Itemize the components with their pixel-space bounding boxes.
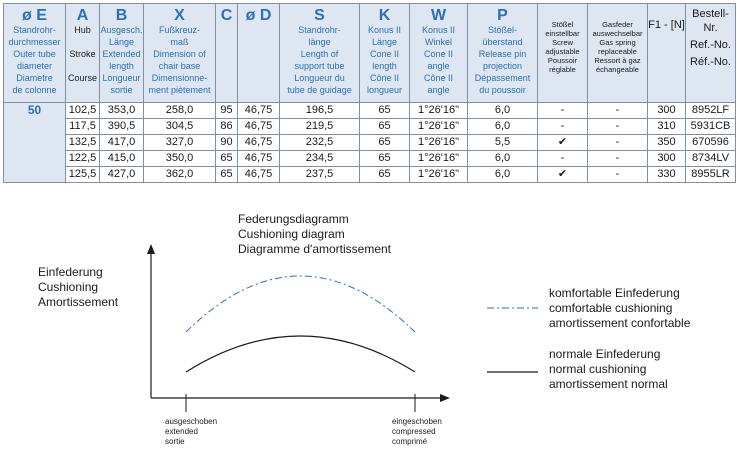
column-description: Ref.-No. bbox=[690, 39, 731, 51]
column-symbol: B bbox=[115, 7, 128, 24]
column-header bbox=[410, 4, 468, 103]
column-description: Dépassement bbox=[474, 73, 531, 83]
column-description: Poussoir bbox=[547, 56, 578, 65]
table-cell: 670596 bbox=[686, 135, 736, 151]
table-cell: 219,5 bbox=[280, 119, 360, 135]
table-cell: 415,0 bbox=[100, 151, 144, 167]
column-description: Longueur du bbox=[294, 73, 345, 83]
column-description: sortie bbox=[110, 85, 133, 95]
column-symbol: K bbox=[378, 7, 391, 24]
column-header bbox=[100, 4, 144, 103]
table-cell: 300 bbox=[648, 151, 686, 167]
table-cell: 196,5 bbox=[280, 103, 360, 119]
table-cell: 362,0 bbox=[144, 167, 216, 183]
legend-normal-label: normale Einfederung normal cushioning amortissement normal bbox=[549, 347, 668, 391]
table-cell: 327,0 bbox=[144, 135, 216, 151]
x-label-compressed: eingeschoben compressed comprimé bbox=[392, 417, 442, 446]
column-description: Bestell-Nr. bbox=[692, 8, 729, 34]
column-description: échangeable bbox=[596, 65, 639, 74]
column-description: Dimensionne- bbox=[151, 73, 208, 83]
column-header bbox=[216, 4, 238, 103]
column-symbol: ø D bbox=[245, 7, 272, 24]
column-description: angle bbox=[427, 85, 450, 95]
column-header bbox=[4, 4, 66, 103]
table-cell: 417,0 bbox=[100, 135, 144, 151]
table-cell: 46,75 bbox=[238, 167, 280, 183]
column-header bbox=[144, 4, 216, 103]
column-description: ment piètement bbox=[148, 85, 211, 95]
table-cell: 95 bbox=[216, 103, 238, 119]
table-cell: 350 bbox=[648, 135, 686, 151]
column-description: Gas spring bbox=[599, 38, 636, 47]
column-description: Standrohr- bbox=[298, 25, 341, 35]
table-cell: 353,0 bbox=[100, 103, 144, 119]
table-cell: 65 bbox=[360, 167, 410, 183]
column-description: Konus II bbox=[421, 25, 456, 35]
column-description: Winkel bbox=[424, 37, 452, 47]
column-description: tube de guidage bbox=[287, 85, 352, 95]
table-cell: - bbox=[588, 103, 648, 119]
table-cell: 427,0 bbox=[100, 167, 144, 183]
column-description: support tube bbox=[294, 61, 345, 71]
column-description: Outer tube bbox=[13, 49, 56, 59]
table-cell: - bbox=[538, 103, 588, 119]
column-description: Cône II bbox=[423, 73, 454, 83]
table-cell: 65 bbox=[216, 167, 238, 183]
comfortable-cushioning-curve bbox=[186, 276, 415, 332]
table-cell: - bbox=[588, 119, 648, 135]
table-row bbox=[4, 103, 736, 119]
table-row bbox=[4, 167, 736, 183]
column-description: Konus II bbox=[367, 25, 402, 35]
column-description: Length of bbox=[300, 49, 339, 59]
table-cell: 350,0 bbox=[144, 151, 216, 167]
table-cell: 5,5 bbox=[468, 135, 538, 151]
column-header bbox=[280, 4, 360, 103]
column-description bbox=[66, 61, 99, 72]
column-description: Course bbox=[67, 73, 97, 83]
column-description: du poussoir bbox=[479, 85, 526, 95]
column-description: Hub bbox=[74, 25, 91, 35]
table-cell: 8734LV bbox=[686, 151, 736, 167]
column-description: length bbox=[109, 61, 134, 71]
column-description: einstellbar bbox=[545, 29, 580, 38]
column-description: auswechselbar bbox=[592, 29, 643, 38]
table-cell: 65 bbox=[216, 151, 238, 167]
table-cell: 8952LF bbox=[686, 103, 736, 119]
column-symbol: S bbox=[314, 7, 325, 24]
table-cell: 122,5 bbox=[66, 151, 100, 167]
table-cell: 132,5 bbox=[66, 135, 100, 151]
table-cell: 1°26'16" bbox=[410, 167, 468, 183]
column-description: Stößel bbox=[551, 20, 574, 29]
table-cell: 6,0 bbox=[468, 167, 538, 183]
column-description: chair base bbox=[158, 61, 201, 71]
x-axis-arrow-icon bbox=[440, 394, 450, 402]
table-cell: - bbox=[538, 119, 588, 135]
column-description: Gasfeder bbox=[602, 20, 633, 29]
table-cell: 1°26'16" bbox=[410, 103, 468, 119]
column-symbol: F1 - [N] bbox=[648, 19, 685, 31]
normal-cushioning-curve bbox=[186, 336, 415, 372]
legend-comfortable-label: komfortable Einfederung comfortable cushioning amortissement confortable bbox=[549, 286, 691, 330]
table-cell: 65 bbox=[360, 103, 410, 119]
column-description: Dimension of bbox=[153, 49, 206, 59]
table-cell: 258,0 bbox=[144, 103, 216, 119]
column-description: Longueur bbox=[102, 73, 141, 83]
table-cell: ✔ bbox=[538, 135, 588, 151]
table-cell: 117,5 bbox=[66, 119, 100, 135]
column-description: Stößel- bbox=[487, 25, 517, 35]
table-cell: 390,5 bbox=[100, 119, 144, 135]
table-cell: - bbox=[588, 151, 648, 167]
column-description: Screw bbox=[552, 38, 573, 47]
column-description: Cône II bbox=[369, 73, 400, 83]
table-cell: 90 bbox=[216, 135, 238, 151]
diagram-title: Federungsdiagramm Cushioning diagram Diagramme d'amortissement bbox=[238, 212, 392, 256]
column-header bbox=[238, 4, 280, 103]
table-cell: 1°26'16" bbox=[410, 135, 468, 151]
column-description: length bbox=[372, 61, 397, 71]
column-description: adjustable bbox=[545, 47, 580, 56]
table-cell: 46,75 bbox=[238, 151, 280, 167]
table-cell: 65 bbox=[360, 135, 410, 151]
table-cell: 310 bbox=[648, 119, 686, 135]
column-header bbox=[588, 4, 648, 103]
table-cell: 46,75 bbox=[238, 119, 280, 135]
table-cell: 304,5 bbox=[144, 119, 216, 135]
column-description: Stroke bbox=[69, 49, 96, 59]
column-description: Release pin bbox=[478, 49, 527, 59]
table-cell: 86 bbox=[216, 119, 238, 135]
column-description: Cone II bbox=[423, 49, 454, 59]
column-description: Cone II bbox=[369, 49, 400, 59]
column-description: Länge bbox=[108, 37, 135, 47]
table-cell: 1°26'16" bbox=[410, 119, 468, 135]
table-cell: 65 bbox=[360, 151, 410, 167]
column-description: Extended bbox=[102, 49, 141, 59]
column-description: Réf.-No. bbox=[690, 56, 731, 68]
column-description: réglable bbox=[549, 65, 576, 74]
table-cell: - bbox=[538, 151, 588, 167]
y-axis-label: Einfederung Cushioning Amortissement bbox=[38, 265, 119, 309]
column-header bbox=[686, 4, 736, 103]
column-description: Länge bbox=[371, 37, 398, 47]
table-header-row bbox=[4, 4, 736, 103]
column-description: longueur bbox=[366, 85, 403, 95]
table-cell: 65 bbox=[360, 119, 410, 135]
column-header bbox=[468, 4, 538, 103]
column-description bbox=[66, 37, 99, 48]
table-cell: 232,5 bbox=[280, 135, 360, 151]
column-description: Ausgesch. bbox=[100, 25, 143, 35]
table-cell: 237,5 bbox=[280, 167, 360, 183]
table-cell: 8955LR bbox=[686, 167, 736, 183]
column-description: länge bbox=[308, 37, 331, 47]
column-description: angle bbox=[427, 61, 450, 71]
table-row bbox=[4, 135, 736, 151]
column-description: projection bbox=[482, 61, 523, 71]
column-description: diameter bbox=[16, 61, 52, 71]
table-cell: 5931CB bbox=[686, 119, 736, 135]
table-cell: 300 bbox=[648, 103, 686, 119]
table-cell: 234,5 bbox=[280, 151, 360, 167]
column-header bbox=[648, 4, 686, 103]
column-description: durchmesser bbox=[8, 37, 61, 47]
x-label-extended: ausgeschoben extended sortie bbox=[165, 417, 218, 446]
column-symbol: W bbox=[430, 7, 447, 24]
table-cell: ✔ bbox=[538, 167, 588, 183]
table-cell: 102,5 bbox=[66, 103, 100, 119]
table-row bbox=[4, 119, 736, 135]
column-symbol: ø E bbox=[22, 7, 47, 24]
column-symbol: X bbox=[174, 7, 185, 24]
table-cell: - bbox=[588, 135, 648, 151]
table-cell: 330 bbox=[648, 167, 686, 183]
y-axis-arrow-icon bbox=[147, 244, 155, 254]
spec-table bbox=[3, 3, 736, 183]
table-row bbox=[4, 151, 736, 167]
column-symbol: P bbox=[497, 7, 508, 24]
column-header bbox=[360, 4, 410, 103]
table-body bbox=[4, 103, 736, 183]
table-cell: - bbox=[588, 167, 648, 183]
diameter-cell: 50 bbox=[4, 103, 66, 183]
column-header bbox=[538, 4, 588, 103]
table-cell: 6,0 bbox=[468, 119, 538, 135]
column-description: de colonne bbox=[12, 85, 57, 95]
table-cell: 1°26'16" bbox=[410, 151, 468, 167]
column-symbol: C bbox=[220, 7, 233, 24]
column-description: maß bbox=[170, 37, 189, 47]
table-cell: 6,0 bbox=[468, 103, 538, 119]
column-symbol: A bbox=[76, 7, 89, 24]
column-description: Fußkreuz- bbox=[158, 25, 200, 35]
column-description: überstand bbox=[482, 37, 523, 47]
column-description: replaceable bbox=[598, 47, 637, 56]
table-cell: 46,75 bbox=[238, 135, 280, 151]
table-cell: 46,75 bbox=[238, 103, 280, 119]
table-cell: 6,0 bbox=[468, 151, 538, 167]
column-header bbox=[66, 4, 100, 103]
column-description: Ressort à gaz bbox=[594, 56, 641, 65]
column-description: Standrohr- bbox=[13, 25, 56, 35]
table-cell: 125,5 bbox=[66, 167, 100, 183]
column-description: Diametre bbox=[16, 73, 53, 83]
